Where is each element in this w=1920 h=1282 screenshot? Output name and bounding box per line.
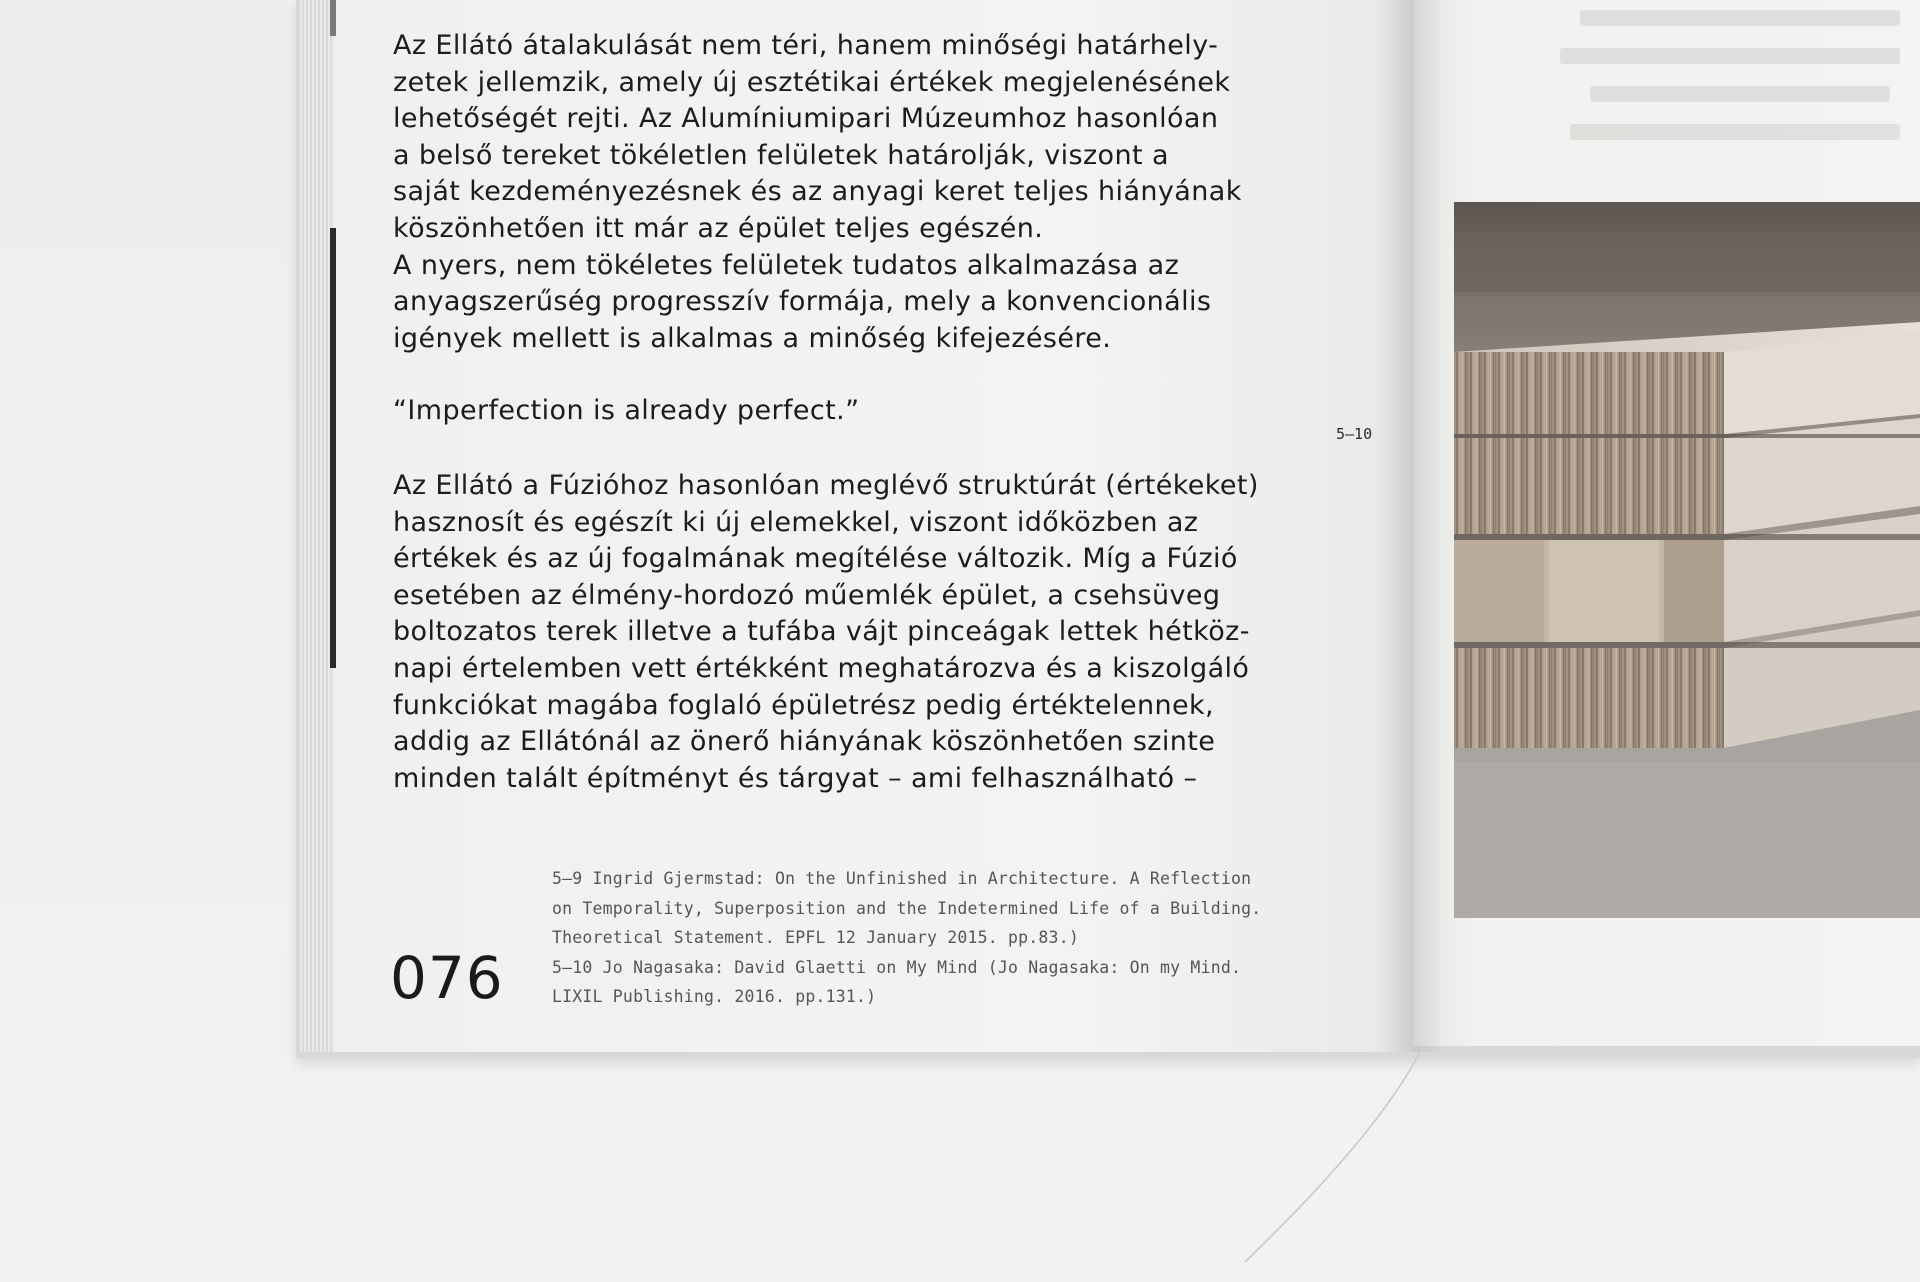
body-line: köszönhetően itt már az épület teljes egészén.: [393, 212, 1044, 244]
footnote-line: on Temporality, Superposition and the Indetermined Life of a Building.: [552, 898, 1262, 918]
body-line: a belső tereket tökéletlen felületek határolják, viszont a: [393, 139, 1169, 171]
body-line: igények mellett is alkalmas a minőség kifejezésére.: [393, 322, 1112, 354]
body-line: hasznosít és egészít ki új elemekkel, viszont időközben az: [393, 506, 1199, 538]
footnote-line: 5–9 Ingrid Gjermstad: On the Unfinished in Architecture. A Reflection: [552, 869, 1252, 888]
body-line: napi értelemben vett értékként meghatározva és a kiszolgáló: [393, 652, 1250, 684]
body-line: addig az Ellátónál az önerő hiányának köszönhetően szinte: [393, 726, 1216, 758]
footnote-line: LIXIL Publishing. 2016. pp.131.): [552, 987, 877, 1007]
footnote-reference: 5–10: [1336, 425, 1373, 443]
body-line: boltozatos terek illetve a tufába vájt pinceágak lettek hétköz-: [393, 616, 1250, 648]
pull-quote: “Imperfection is already perfect.”: [393, 395, 860, 427]
body-line: saját kezdeményezésnek és az anyagi keret teljes hiányának: [393, 176, 1242, 208]
body-line: Az Ellátó a Fúzióhoz hasonlóan meglévő struktúrát (értékeket): [393, 469, 1259, 501]
body-line: zetek jellemzik, amely új esztétikai értékek megjelenésének: [393, 66, 1231, 98]
footnote-line: 5–10 Jo Nagasaka: David Glaetti on My Mind (Jo Nagasaka: On my Mind.: [552, 957, 1242, 977]
body-line: A nyers, nem tökéletes felületek tudatos alkalmazása az: [393, 249, 1180, 281]
footnote-line: Theoretical Statement. EPFL 12 January 2015. pp.83.): [552, 928, 1079, 948]
body-line: anyagszerűség progresszív formája, mely a konvencionális: [393, 286, 1212, 318]
body-line: funkciókat magába foglaló épületrész pedig értéktelennek,: [393, 689, 1215, 721]
page-number: 076: [390, 944, 504, 1012]
body-line: értékek és az új fogalmának megítélése változik. Míg a Fúzió: [393, 543, 1238, 575]
body-line: minden talált építményt és tárgyat – ami felhasználható –: [393, 762, 1198, 794]
body-line: esetében az élmény-hordozó műemlék épület, a csehsüveg: [393, 579, 1221, 611]
body-line: Az Ellátó átalakulását nem téri, hanem minőségi határhely-: [393, 30, 1219, 61]
body-line: lehetőségét rejti. Az Alumíniumipari Múzeumhoz hasonlóan: [393, 103, 1219, 135]
